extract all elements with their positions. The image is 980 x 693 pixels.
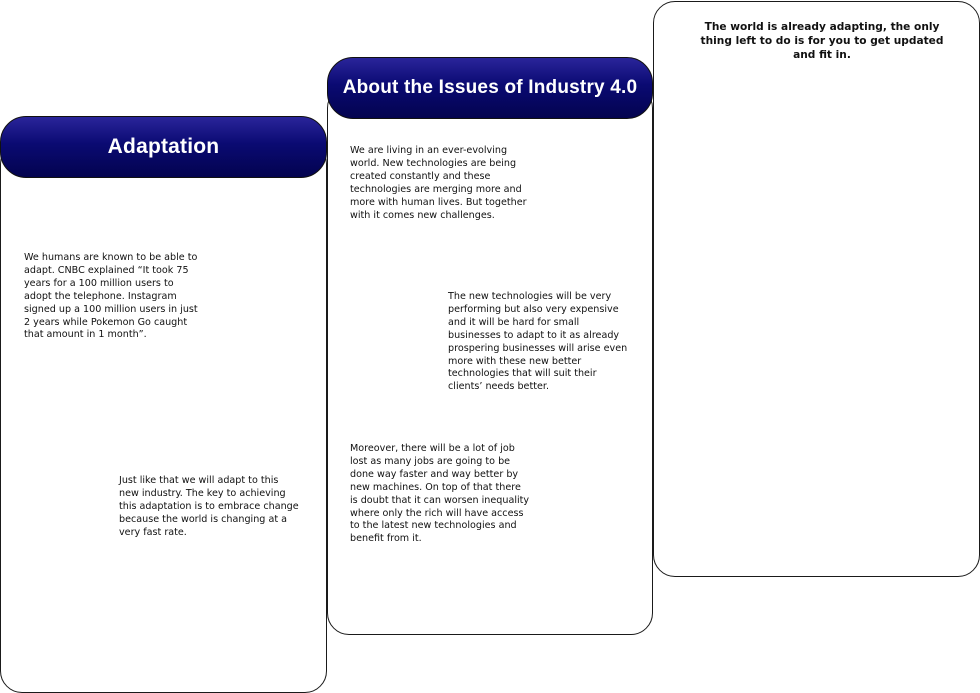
issues-paragraph-2: The new technologies will be very performing but also very expensive and it will be hard for small businesses to adapt to it as already prospering businesses will arise even more with these new better technologies that will suit their clients’ needs better. (448, 291, 628, 393)
issues-paragraph-1: We are living in an ever-evolving world. New technologies are being created constantly and these technologies are merging more and more with human lives. But together with it comes new challenges. (350, 145, 527, 221)
issues-title-banner (327, 57, 653, 119)
adaptation-paragraph-1: We humans are known to be able to adapt. CNBC explained “It took 75 years for a 100 million users to adopt the telephone. Instagram signed up a 100 million users in just 2 years while Pokemon Go caught that amount in 1 month”. (24, 252, 198, 341)
adaptation-title: Adaptation (107, 135, 220, 158)
conclusion-card (653, 1, 980, 577)
issues-title: About the Issues of Industry 4.0 (342, 77, 638, 98)
issues-paragraph-3: Moreover, there will be a lot of job lost as many jobs are going to be done way faster and way better by new machines. On top of that there is doubt that it can worsen inequality where only the rich will have access to the latest new technologies and benefit from it. (350, 443, 530, 545)
adaptation-card (0, 142, 327, 693)
conclusion-paragraph: The world is already adapting, the only thing left to do is for you to get updated and fit in. (700, 21, 944, 61)
adaptation-title-banner (0, 116, 327, 178)
adaptation-paragraph-2: Just like that we will adapt to this new industry. The key to achieving this adaptation is to embrace change because the world is changing at a very fast rate. (119, 475, 299, 538)
